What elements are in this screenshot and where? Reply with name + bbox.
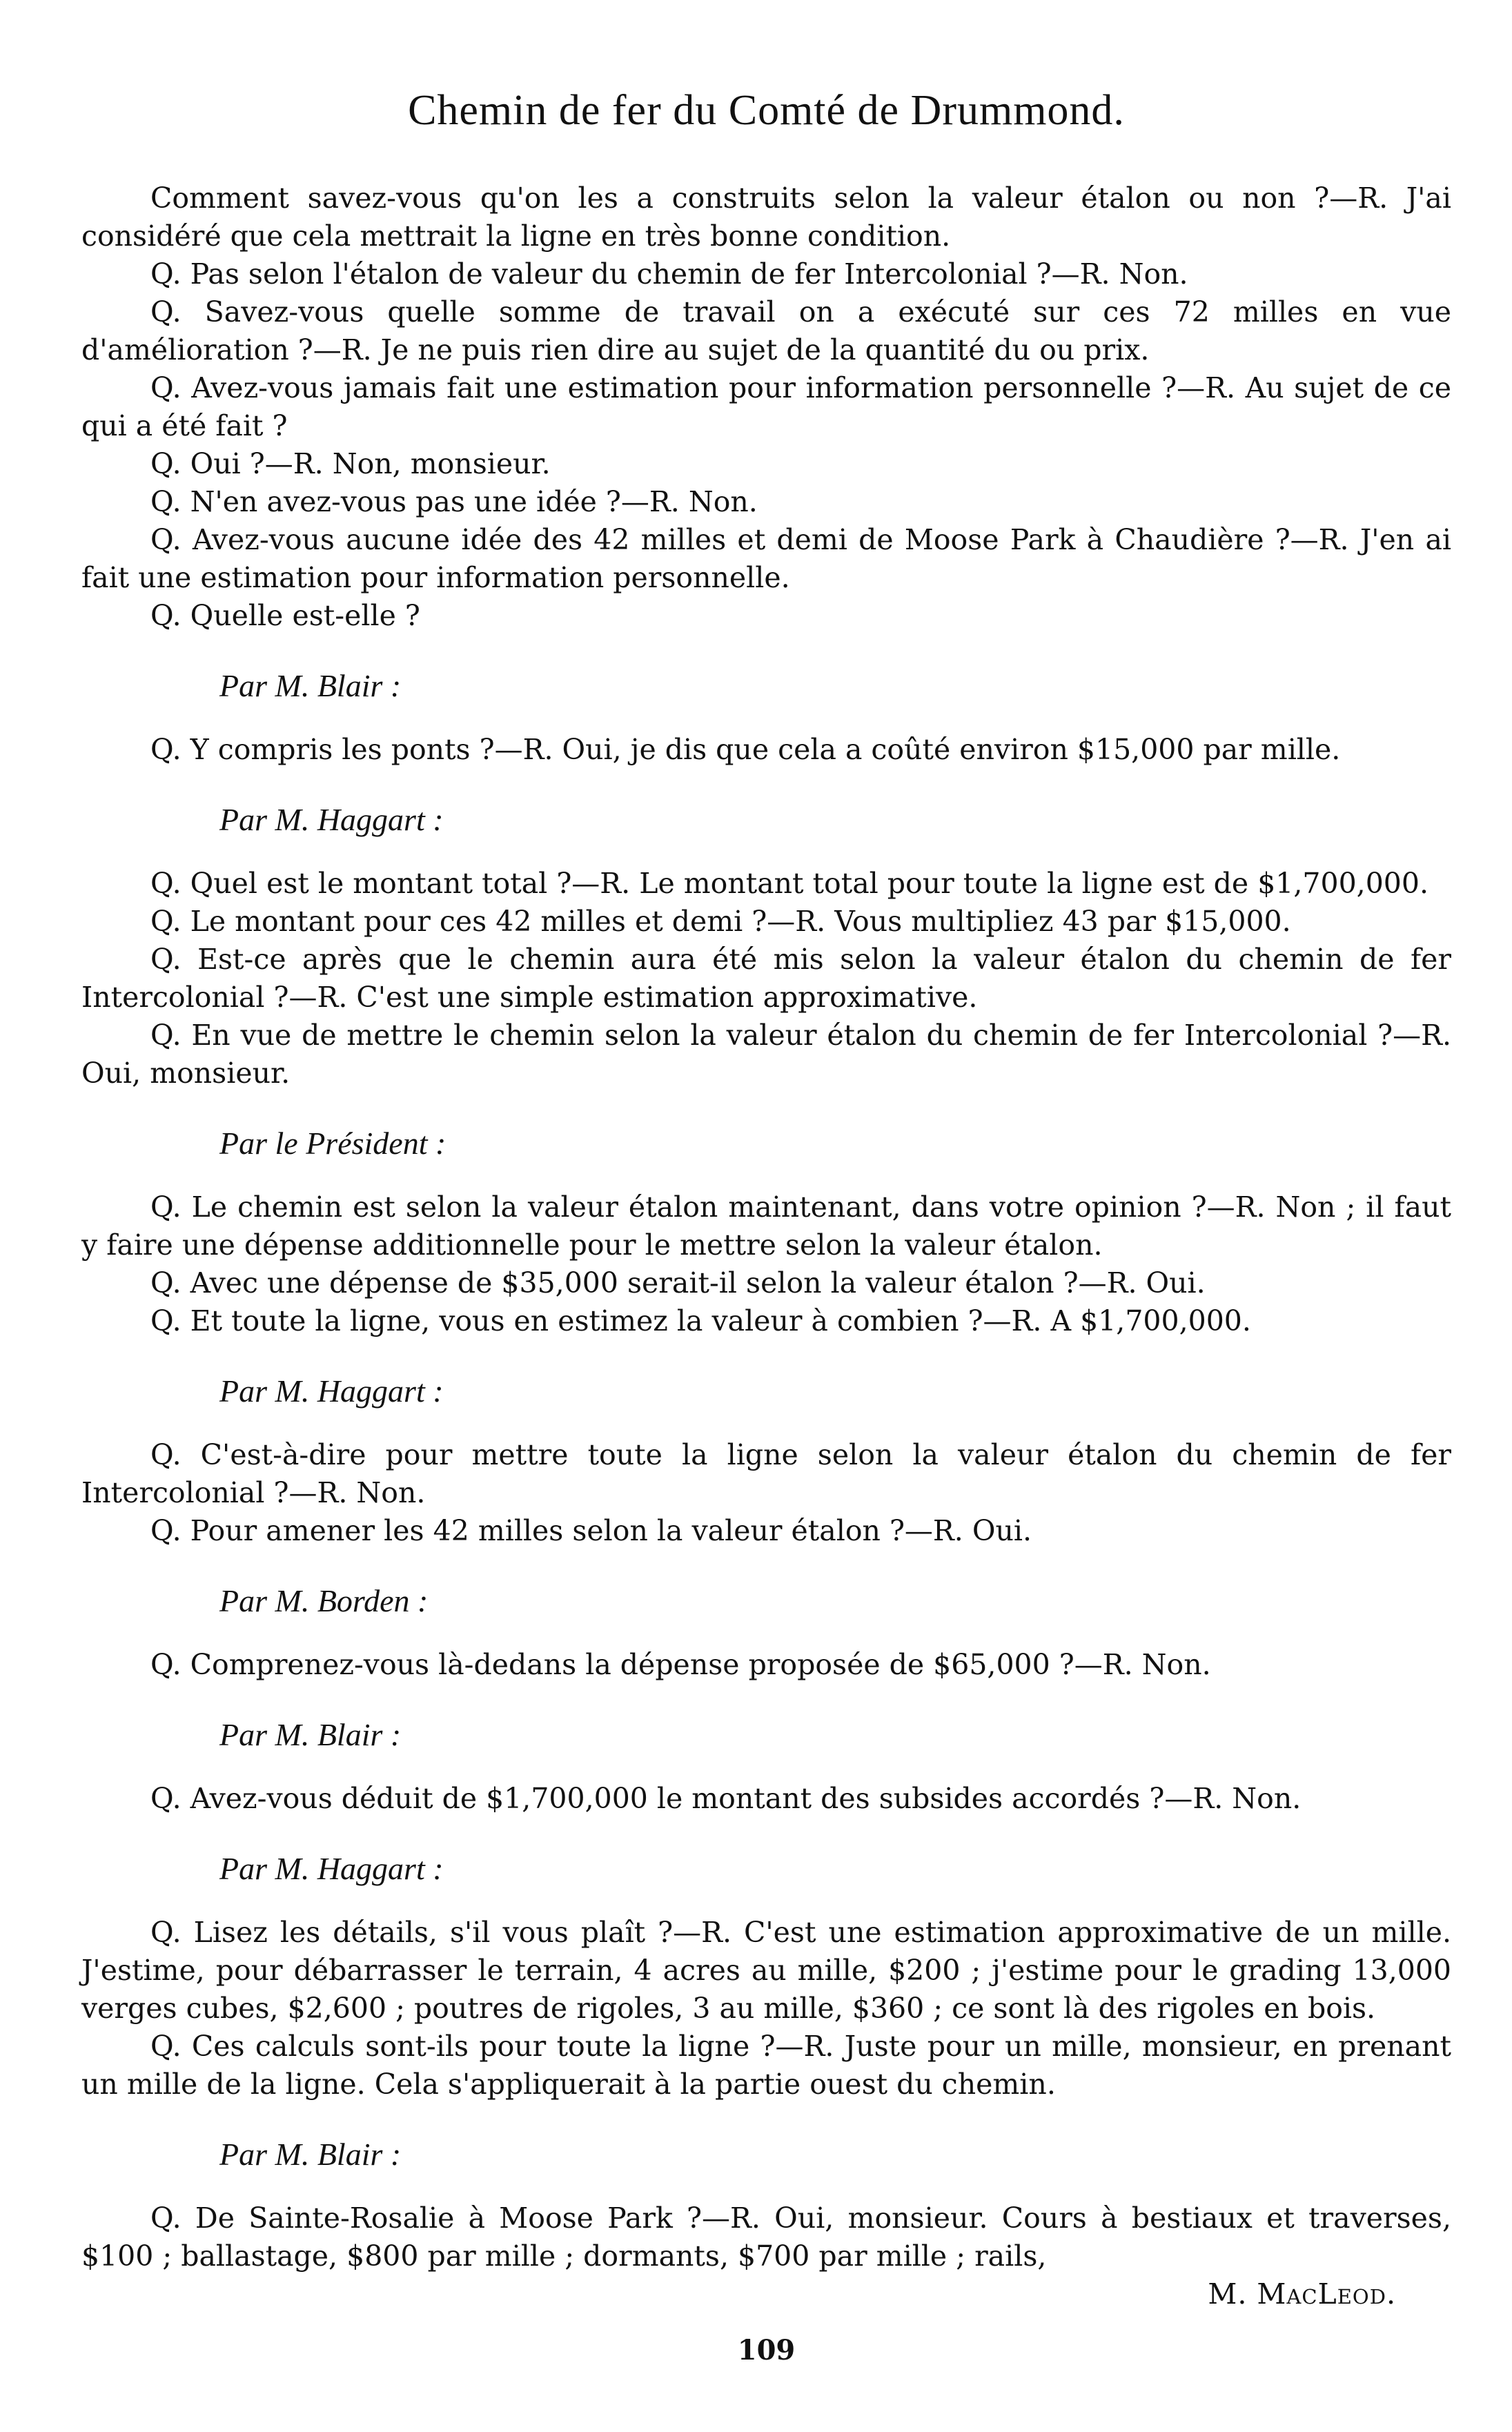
testimony-paragraph: Q. Avez-vous déduit de $1,700,000 le montant des subsides accordés ?—R. Non. (150, 1782, 1302, 1815)
testimony-paragraph: Q. C'est-à-dire pour mettre toute la ligne selon la valeur étalon du chemin de fer Intercolonial ?—R. Non. (81, 1438, 1451, 1509)
testimony-paragraph: Q. Quel est le montant total ?—R. Le montant total pour toute la ligne est de $1,700,000. (150, 867, 1428, 900)
testimony-paragraph: Q. Lisez les détails, s'il vous plaît ?—R. C'est une estimation approximative de un mille. J'estime, pour débarrasser le terrain, 4 acres au mille, $200 ; j'estime pour le grading 13,000 verges cubes, $2,600 ; poutres de rigoles, 3 au mille, $360 ; ce sont là des rigoles en bois. (81, 1916, 1451, 2025)
testimony-paragraph: Q. Comprenez-vous là-dedans la dépense proposée de $65,000 ?—R. Non. (150, 1648, 1211, 1681)
speaker-heading: Par M. Haggart : (219, 802, 444, 837)
testimony-paragraph: Q. De Sainte-Rosalie à Moose Park ?—R. Oui, monsieur. Cours à bestiaux et traverses, $100 ; ballastage, $800 par mille ; dormants, $700 par mille ; rails, (81, 2201, 1451, 2273)
speaker-heading: Par le Président : (219, 1126, 446, 1161)
document-page (81, 76, 1451, 2369)
testimony-paragraph: Comment savez-vous qu'on les a construits selon la valeur étalon ou non ?—R. J'ai considéré que cela mettrait la ligne en très bonne condition. (81, 182, 1451, 253)
speaker-heading: Par M. Haggart : (219, 1373, 444, 1409)
testimony-paragraph: Q. Et toute la ligne, vous en estimez la valeur à combien ?—R. A $1,700,000. (150, 1304, 1251, 1337)
testimony-paragraph: Q. Avez-vous jamais fait une estimation pour information personnelle ?—R. Au sujet de ce qui a été fait ? (81, 371, 1451, 442)
speaker-heading: Par M. Borden : (219, 1583, 429, 1618)
signature: M. MacLeod. (1208, 2277, 1396, 2311)
speaker-heading: Par M. Blair : (219, 1717, 402, 1752)
testimony-paragraph: Q. N'en avez-vous pas une idée ?—R. Non. (150, 485, 758, 518)
testimony-paragraph: Q. Ces calculs sont-ils pour toute la ligne ?—R. Juste pour un mille, monsieur, en prenant un mille de la ligne. Cela s'appliquerait à la partie ouest du chemin. (81, 2030, 1451, 2101)
testimony-paragraph: Q. Y compris les ponts ?—R. Oui, je dis que cela a coûté environ $15,000 par mille. (150, 733, 1341, 766)
speaker-heading: Par M. Blair : (219, 2137, 402, 2172)
testimony-paragraph: Q. Le montant pour ces 42 milles et demi ?—R. Vous multipliez 43 par $15,000. (150, 905, 1291, 938)
testimony-paragraph: Q. En vue de mettre le chemin selon la valeur étalon du chemin de fer Intercolonial ?—R. Oui, monsieur. (81, 1019, 1451, 1090)
testimony-paragraph: Q. Le chemin est selon la valeur étalon maintenant, dans votre opinion ?—R. Non ; il faut y faire une dépense additionnelle pour le mettre selon la valeur étalon. (81, 1190, 1451, 1262)
speaker-heading: Par M. Haggart : (219, 1851, 444, 1886)
testimony-paragraph: Q. Quelle est-elle ? (150, 599, 420, 632)
testimony-paragraph: Q. Oui ?—R. Non, monsieur. (150, 447, 551, 480)
document-body (81, 179, 1451, 2313)
page-number: 109 (737, 2334, 796, 2366)
testimony-paragraph: Q. Pour amener les 42 milles selon la valeur étalon ?—R. Oui. (150, 1514, 1032, 1547)
testimony-paragraph: Q. Est-ce après que le chemin aura été mis selon la valeur étalon du chemin de fer Intercolonial ?—R. C'est une simple estimation approximative. (81, 943, 1451, 1014)
testimony-paragraph: Q. Avec une dépense de $35,000 serait-il selon la valeur étalon ?—R. Oui. (150, 1266, 1206, 1300)
testimony-paragraph: Q. Savez-vous quelle somme de travail on a exécuté sur ces 72 milles en vue d'amélioration ?—R. Je ne puis rien dire au sujet de la quantité du ou prix. (81, 295, 1451, 366)
page-title: Chemin de fer du Comté de Drummond. (408, 87, 1125, 134)
testimony-paragraph: Q. Pas selon l'étalon de valeur du chemin de fer Intercolonial ?—R. Non. (150, 257, 1188, 291)
testimony-paragraph: Q. Avez-vous aucune idée des 42 milles et demi de Moose Park à Chaudière ?—R. J'en ai fait une estimation pour information personnelle. (81, 523, 1451, 594)
speaker-heading: Par M. Blair : (219, 668, 402, 703)
